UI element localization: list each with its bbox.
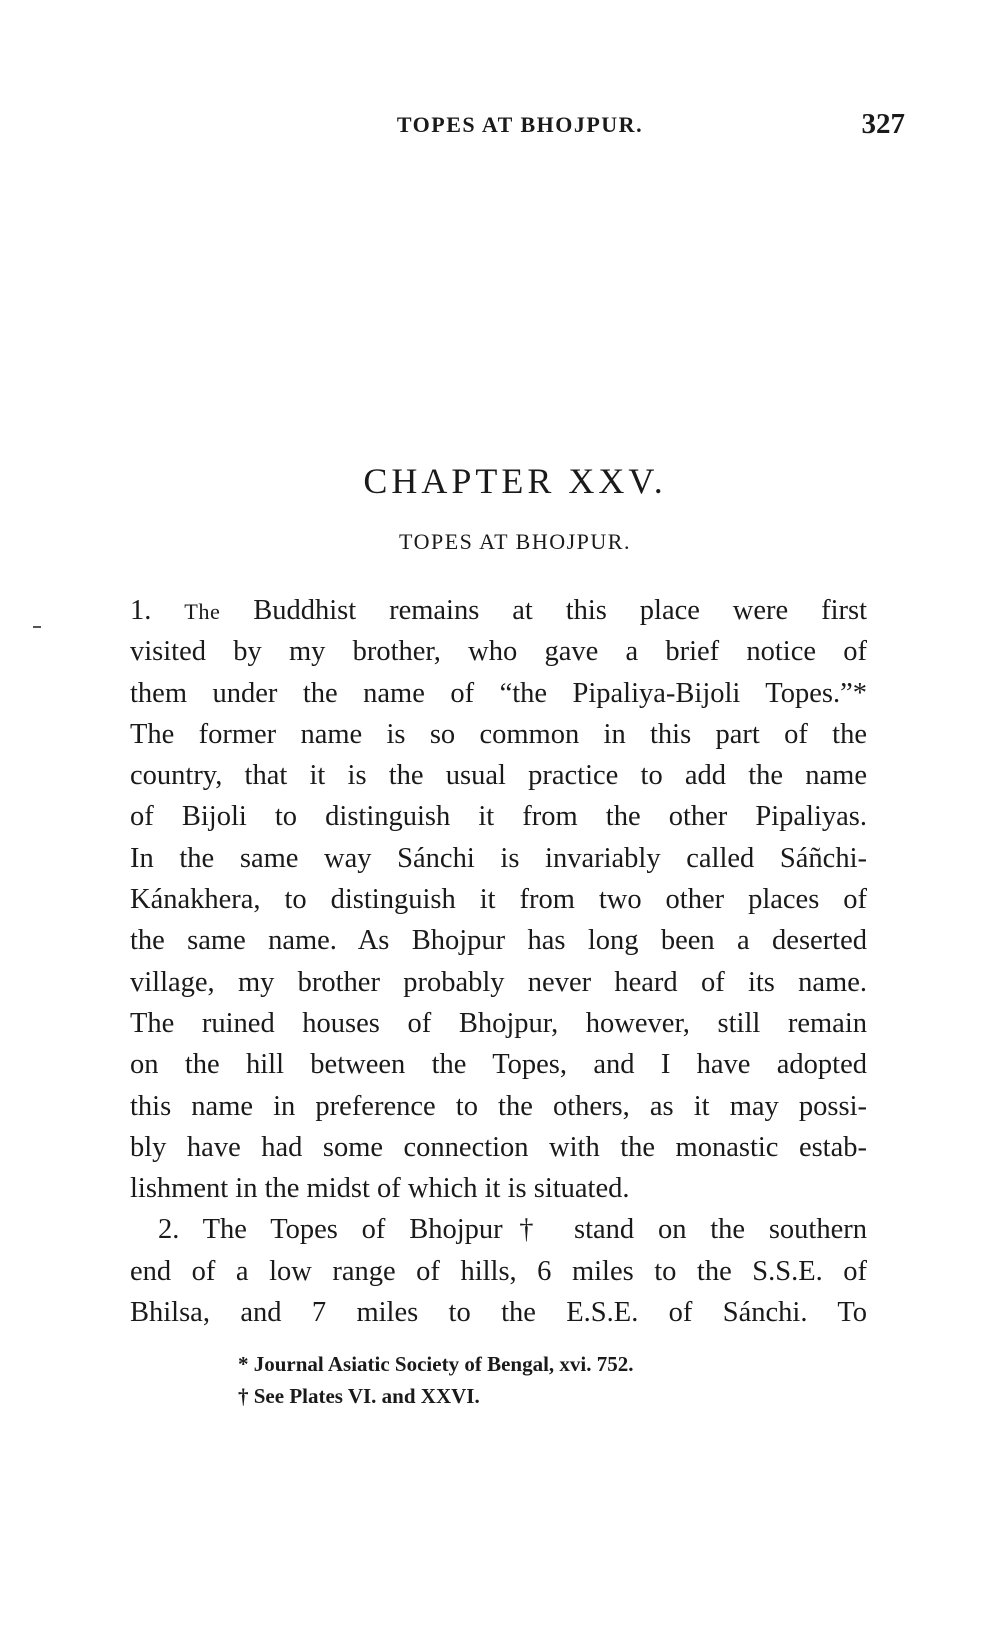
body-text [130, 590, 867, 1333]
footnote: * Journal Asiatic Society of Bengal, xvi. 752. [238, 1352, 634, 1376]
text-line: of Bijoli to distinguish it from the other Pipaliyas. [130, 801, 867, 833]
text-line: The ruined houses of Bhojpur, however, still remain [130, 1007, 867, 1039]
paragraph-number: 1. [130, 595, 185, 626]
running-head [135, 108, 905, 152]
text-line: the same name. As Bhojpur has long been a deserted [130, 925, 867, 957]
text-line: The former name is so common in this part of the [130, 718, 867, 750]
text-line: country, that it is the usual practice to add the name [130, 760, 867, 792]
running-title: TOPES AT BHOJPUR. [396, 112, 644, 137]
text-line: In the same way Sánchi is invariably called Sáñchi- [130, 842, 867, 874]
text-line-rest: Buddhist remains at this place were first [220, 595, 867, 626]
text-line: visited by my brother, who gave a brief notice of [130, 636, 867, 668]
small-caps-word: The [184, 599, 221, 624]
footnote: † See Plates VI. and XXVI. [238, 1384, 480, 1408]
text-line: bly have had some connection with the monastic estab- [130, 1131, 867, 1163]
section-title: TOPES AT BHOJPUR. [399, 529, 631, 554]
page-number: 327 [861, 108, 905, 140]
footnotes [238, 1348, 878, 1412]
text-line: lishment in the midst of which it is situated. [130, 1173, 630, 1205]
chapter-heading: CHAPTER XXV. [363, 461, 667, 501]
text-line: Kánakhera, to distinguish it from two other places of [130, 884, 867, 916]
text-line: on the hill between the Topes, and I have adopted [130, 1049, 867, 1081]
text-line: end of a low range of hills, 6 miles to the S.S.E. of [130, 1255, 867, 1287]
text-line: village, my brother probably never heard of its name. [130, 966, 867, 998]
text-line: 2. The Topes of Bhojpur† stand on the southern [158, 1214, 867, 1246]
text-line: this name in preference to the others, as it may possi- [130, 1090, 867, 1122]
text-line: them under the name of “the Pipaliya-Bijoli Topes.”* [130, 677, 867, 709]
text-line [130, 590, 867, 631]
margin-mark [33, 626, 41, 628]
text-line: Bhilsa, and 7 miles to the E.S.E. of Sánchi. To [130, 1297, 867, 1329]
